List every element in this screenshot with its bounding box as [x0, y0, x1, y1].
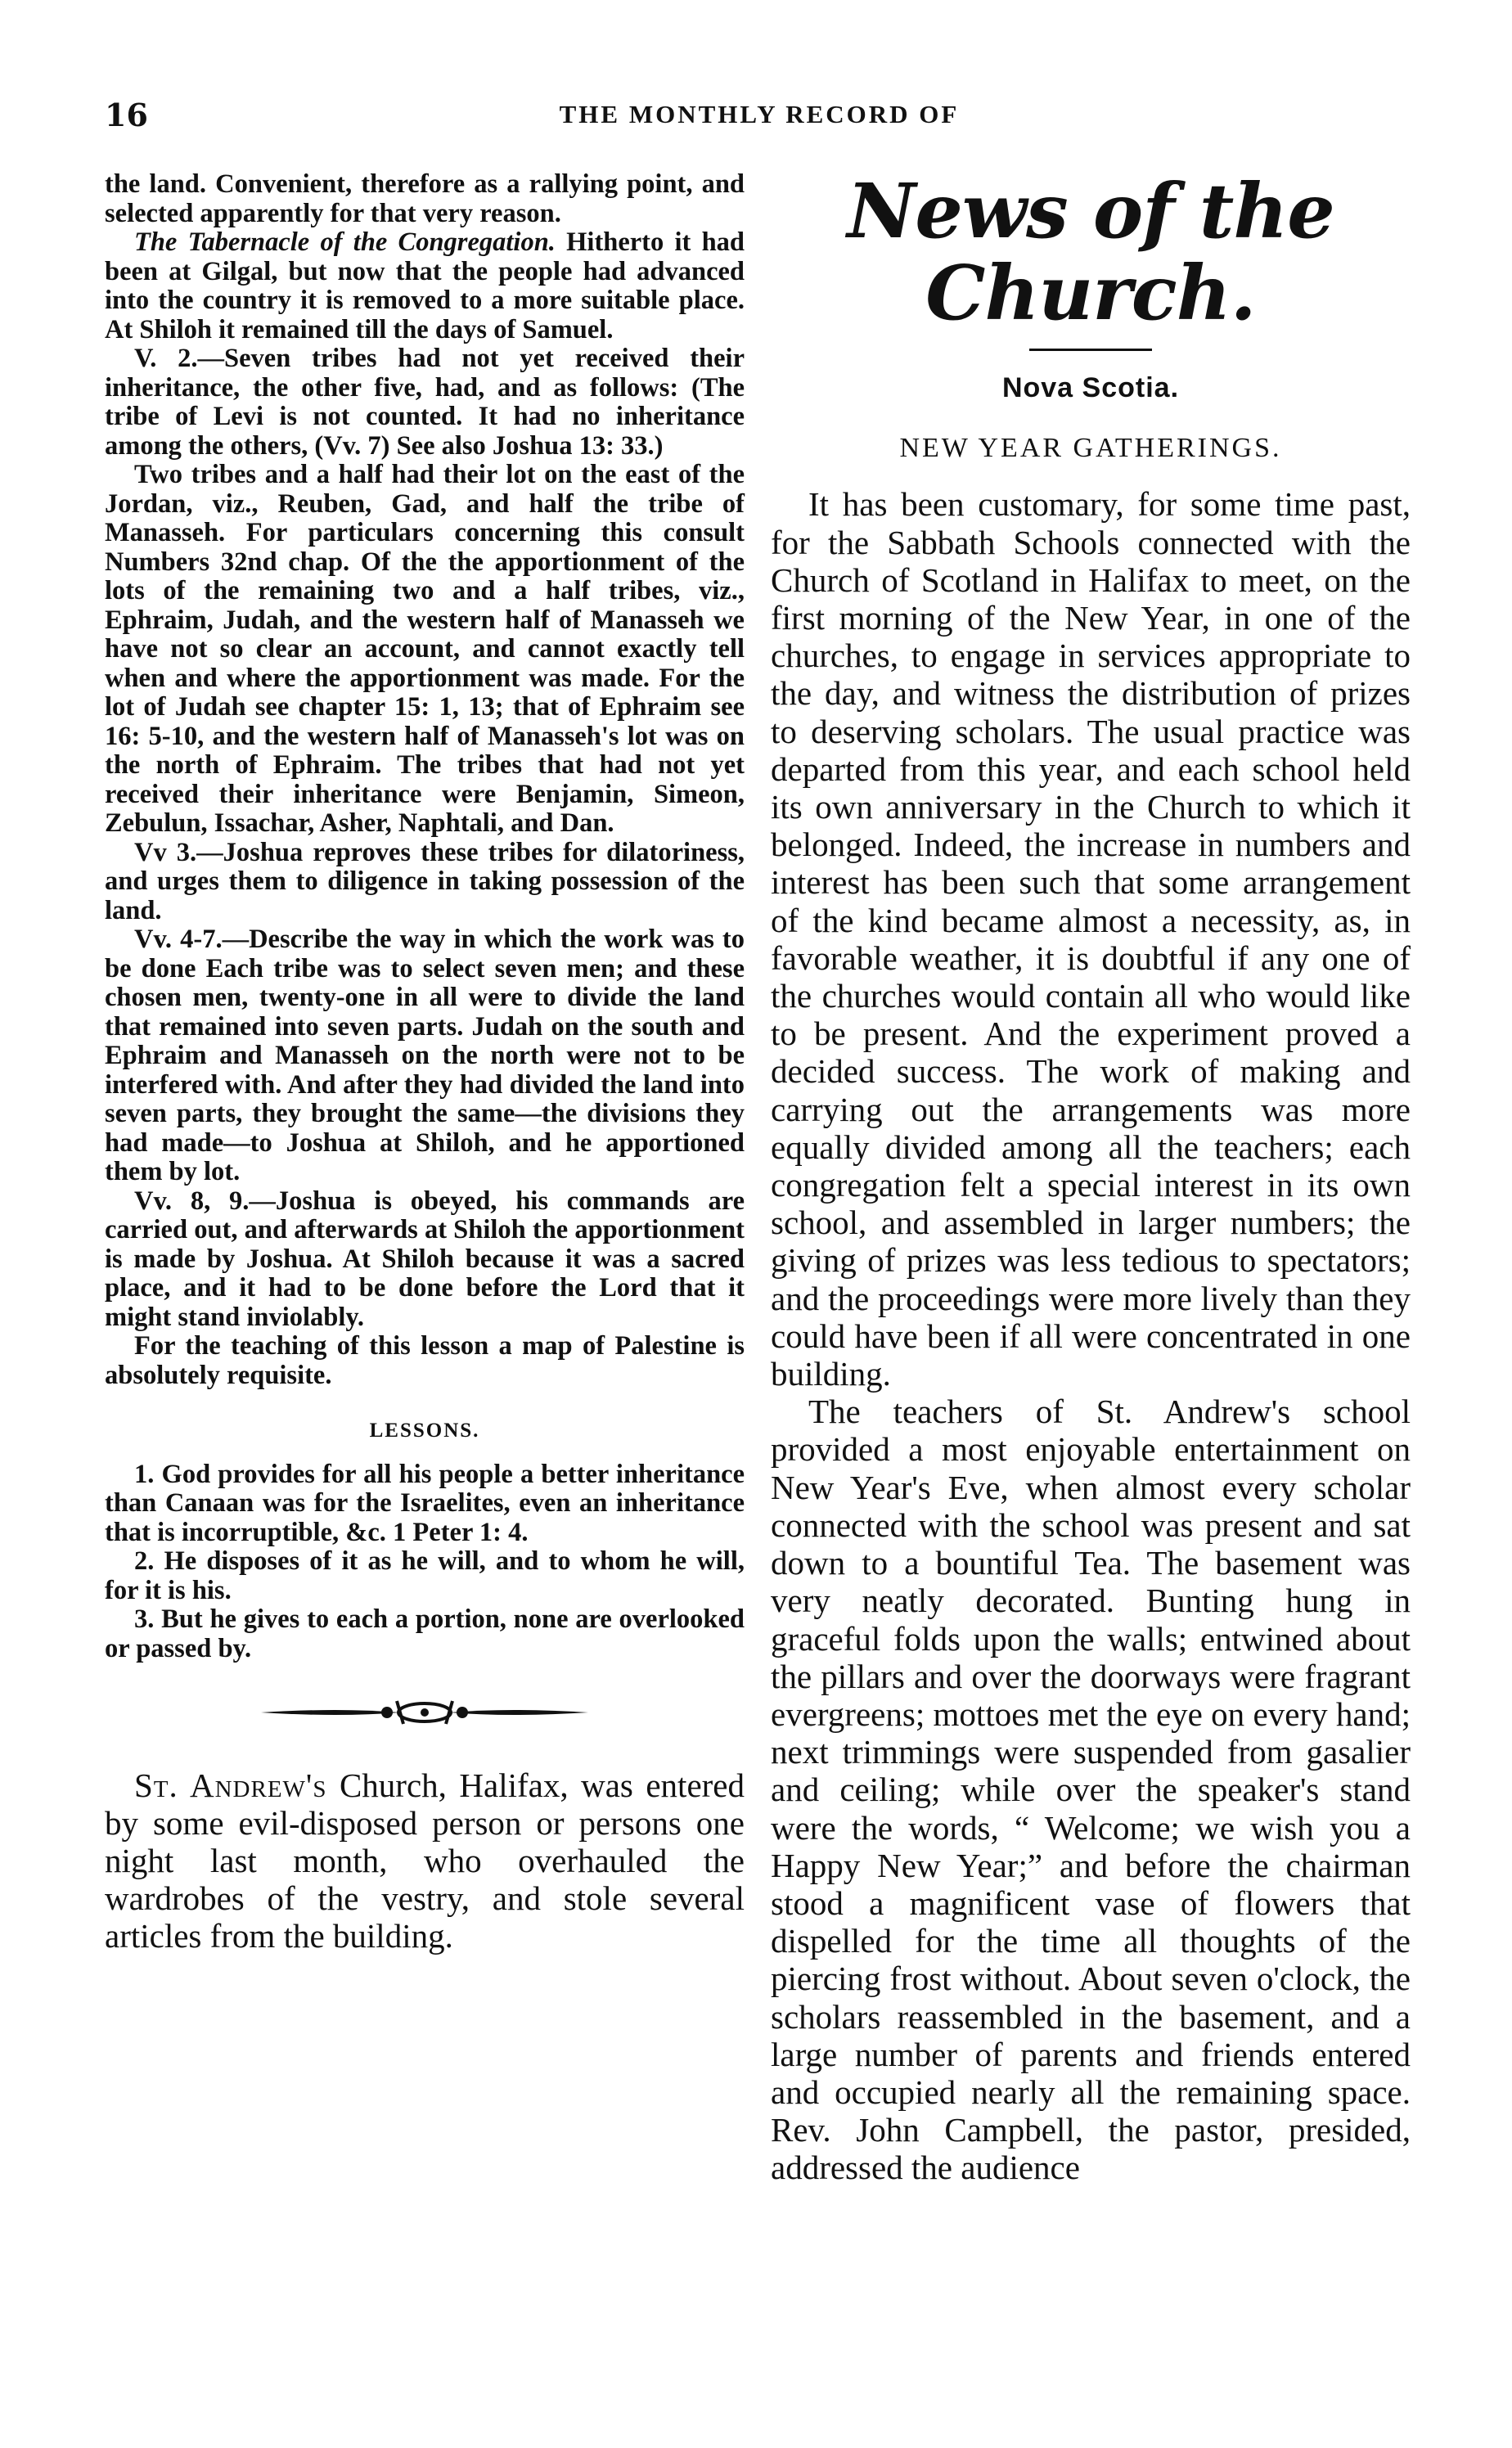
- left-paragraph-1: the land. Convenient, therefore as a rallying point, and selected apparently for that very reason.: [105, 169, 745, 228]
- news-of-the-church-title: News of the Church.: [847, 167, 1334, 337]
- page-header: [105, 97, 1414, 146]
- new-year-gatherings-heading: NEW YEAR GATHERINGS.: [899, 433, 1282, 464]
- left-paragraph-6: Vv. 4-7.—Describe the way in which the work was to be done Each tribe was to select seven men; and these chosen men, twenty-one in all were to divide the land that remained into seven parts. Judah on the south and Ephraim and Manasseh on the north were not to be interfered with. And after they had divided the land into seven parts, they brought the same—the divisions they had made—to Joshua at Shiloh, and he apportioned them by lot.: [105, 925, 745, 1186]
- tabernacle-heading: The Tabernacle of the Congregation.: [134, 227, 556, 257]
- left-column: [105, 170, 745, 1955]
- lesson-item-1: 1. God provides for all his people a better inheritance than Canaan was for the Israelites, even an inheritance that is incorruptible, &c. 1 Peter 1: 4.: [105, 1459, 745, 1547]
- lesson-item-2: 2. He disposes of it as he will, and to whom he will, for it is his.: [105, 1546, 745, 1605]
- lesson-item-3: 3. But he gives to each a portion, none are overlooked or passed by.: [105, 1604, 745, 1663]
- left-paragraph-2: [105, 228, 745, 344]
- right-paragraph-1: It has been customary, for some time past, for the Sabbath Schools connected with the Church of Scotland in Halifax to meet, on the first morning of the New Year, in one of the churches, to engage in services appropriate to the day, and witness the distribution of prizes to deserving scholars. The usual practice was departed from this year, and each school held its own anniversary in the Church to which it belonged. Indeed, the increase in numbers and interest has been such that some arrangement of the kind became almost a necessity, as, in favorable weather, it is doubtful if any one of the churches would contain all who would like to be present. And the experiment proved a decided success. The work of making and carrying out the arrangements was more equally divided among all the teachers; each congregation felt a special interest in its own school, and assembled in larger numbers; the giving of prizes was less tedious to spectators; and the proceedings were more lively than they could have been if all were concentrated in one building.: [771, 485, 1411, 1393]
- right-column: [771, 167, 1411, 2187]
- page-number: 16: [105, 97, 148, 133]
- left-paragraph-4: Two tribes and a half had their lot on the east of the Jordan, viz., Reuben, Gad, and half the tribe of Manasseh. For particulars concerning this consult Numbers 32nd chap. Of the the apportionment of the lots of the remaining two and a half tribes, viz., Ephraim, Judah, and the western half of Manasseh we have not so clear an account, and cannot exactly tell when and where the apportionment was made. For the lot of Judah see chapter 15: 1, 13; that of Ephraim see 16: 5-10, and the western half of Manasseh's lot was on the north of Ephraim. The tribes that had not yet received their inheritance were Benjamin, Simeon, Zebulun, Issachar, Asher, Naphtali, and Dan.: [105, 460, 745, 838]
- tabernacle-text: Hitherto it had been at Gilgal, but now that the people had advanced into the country it is removed to a more suitable place. At Shiloh it remained till the days of Samuel.: [105, 227, 745, 344]
- right-paragraph-2: The teachers of St. Andrew's school provided a most enjoyable entertainment on New Year's Eve, when almost every scholar connected with the school was present and sat down to a bountiful Tea. The basement was very neatly decorated. Bunting hung in graceful folds upon the walls; entwined about the pillars and over the doorways were fragrant evergreens; mottoes met the eye on every hand; next trimmings were suspended from gasalier and ceiling; while over the speaker's stand were the words, “ Welcome; we wish you a Happy New Year;” and before the chairman stood a magnificent vase of flowers that dispelled for the time all thoughts of the piercing frost without. About seven o'clock, the scholars reassembled in the basement, and a large number of parents and friends entered and occupied nearly all the remaining space. Rev. John Campbell, the pastor, presided, addressed the audience: [771, 1393, 1411, 2187]
- lessons-heading: LESSONS.: [369, 1420, 480, 1442]
- st-andrews-text: Church, Halifax, was entered by some evil-disposed person or persons one night last month, who overhauled the wardrobes of the vestry, and stole several articles from the building.: [105, 1766, 745, 1955]
- nova-scotia-heading: Nova Scotia.: [1001, 372, 1180, 403]
- left-paragraph-3: V. 2.—Seven tribes had not yet received their inheritance, the other five, had, and as follows: (The tribe of Levi is not counted. It had no inheritance among the others, (Vv. 7) See also Joshua 13: 33.): [105, 344, 745, 461]
- st-andrews-lead: St. Andrew's: [134, 1766, 327, 1804]
- left-paragraph-8: For the teaching of this lesson a map of Palestine is absolutely requisite.: [105, 1331, 745, 1390]
- running-title: THE MONTHLY RECORD OF: [559, 100, 960, 128]
- left-paragraph-7: Vv. 8, 9.—Joshua is obeyed, his commands are carried out, and afterwards at Shiloh the apportionment is made by Joshua. At Shiloh because it was a sacred place, and it had to be done before the Lord that it might stand inviolably.: [105, 1186, 745, 1332]
- title-rule: [1029, 349, 1152, 351]
- st-andrews-notice: [105, 1766, 745, 1955]
- left-paragraph-5: Vv 3.—Joshua reproves these tribes for dilatoriness, and urges them to diligence in taking possession of the land.: [105, 837, 745, 925]
- ornament-divider: [253, 1696, 596, 1729]
